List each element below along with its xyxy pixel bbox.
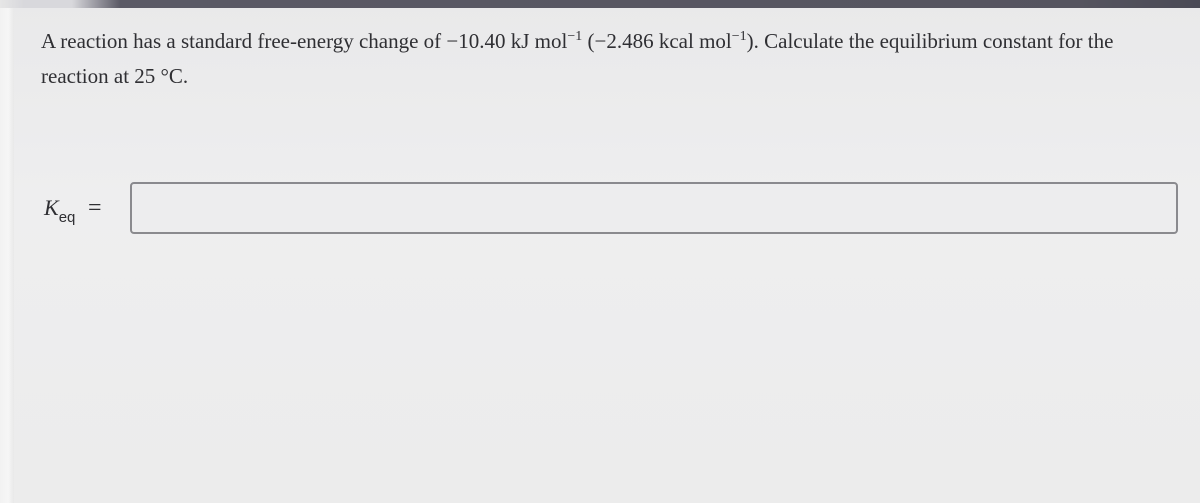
equals-sign: = bbox=[88, 195, 102, 221]
window-top-bar bbox=[0, 0, 1200, 8]
keq-label bbox=[44, 195, 76, 226]
left-page-edge bbox=[0, 8, 14, 503]
question-text bbox=[41, 24, 1181, 94]
question-part-1: A reaction has a standard free-energy change of −10.40 kJ mol bbox=[41, 29, 568, 53]
question-superscript-1: −1 bbox=[567, 29, 583, 44]
keq-label-subscript: eq bbox=[58, 209, 76, 226]
question-part-2: (−2.486 kcal mol bbox=[582, 29, 732, 53]
question-superscript-2: −1 bbox=[731, 29, 747, 44]
keq-label-main: K bbox=[44, 195, 59, 220]
question-part-3: ). Calculate the equilibrium constant for the reaction at 25 °C. bbox=[41, 29, 1114, 88]
keq-answer-input[interactable] bbox=[130, 182, 1178, 234]
